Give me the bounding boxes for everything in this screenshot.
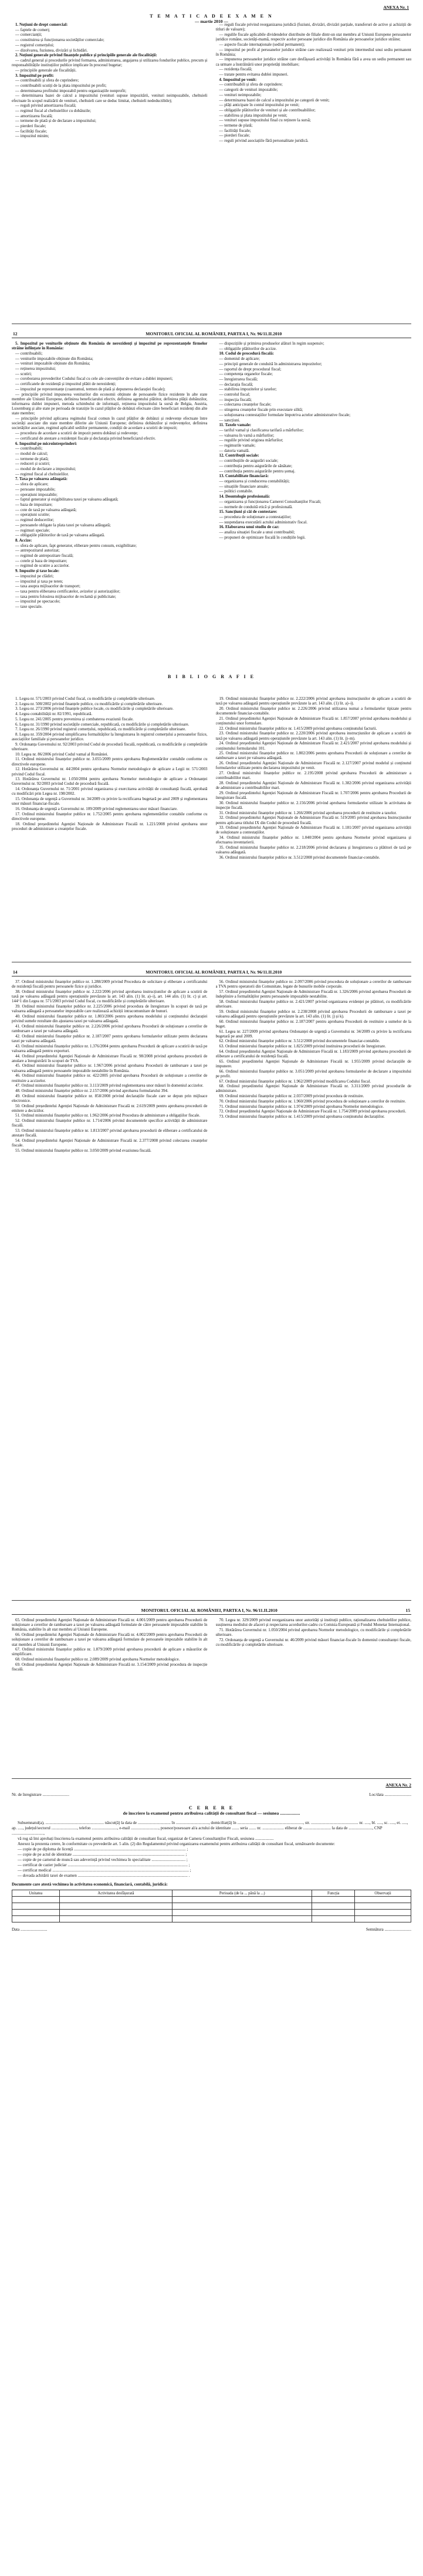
section-heading: 7. Taxa pe valoarea adăugată: xyxy=(15,477,68,482)
list-item: 71. Hotărârea Guvernului nr. 1.050/2004 privind aprobarea Normelor metodologice, cu modificările și completările ulterioare. xyxy=(215,1627,411,1638)
list-item: 1. Legea nr. 571/2003 privind Codul fiscal, cu modificările și completările ulterioare. xyxy=(15,696,155,701)
form-footer xyxy=(12,1927,411,1932)
list-item: — inspecția fiscală; xyxy=(219,397,252,402)
section-heading: 1. Noțiuni de drept comercial: xyxy=(15,22,68,27)
list-item: — valoarea în vamă a mărfurilor; xyxy=(219,433,275,438)
anexa-label: ANEXA Nr. 2 xyxy=(385,1782,411,1788)
page-2 xyxy=(12,326,411,959)
list-item: — sancțiuni. xyxy=(219,417,241,423)
section-heading: 11. Taxele vamale: xyxy=(219,423,252,428)
list-item: 58. Ordinul ministrului finanțelor publice nr. 2.421/2007 privind organizarea evidenței pe plătitori, cu modificările ulterioare. xyxy=(215,999,411,1009)
list-item: 22. Ordinul ministrului finanțelor publice nr. 1.415/2009 privind aprobarea conținutului facturii. xyxy=(219,726,377,731)
list-item: 17. Ordinul ministrului finanțelor publice nr. 1.752/2005 pentru aprobarea reglementărilor contabile conforme cu directivele europene. xyxy=(12,811,208,821)
table-header-cell: Perioada (de la ... până la ...) xyxy=(172,1890,312,1897)
form-header xyxy=(12,1792,411,1797)
list-item: 73. Ordinul ministrului finanțelor publice nr. 1.415/2009 privind aprobarea conținutului declarațiilor. xyxy=(219,1114,385,1119)
form-line: — copie de pe carnetul de muncă sau adeverință privind vechimea în specialitate ................................. ; xyxy=(18,1857,188,1862)
list-item: — pierderi fiscale; xyxy=(15,124,46,129)
list-item: — propuneri de optimizare fiscală în condițiile legii. xyxy=(219,535,306,540)
list-item: — termene de plată; xyxy=(219,123,253,128)
column-left xyxy=(12,341,208,669)
application-form xyxy=(12,1778,411,1932)
list-item: — regimuri speciale; xyxy=(15,528,50,533)
list-item: 2. Legea nr. 500/2002 privind finanțele publice, cu modificările și completările ulterioare. xyxy=(15,701,163,706)
columns xyxy=(12,22,411,318)
list-item: 48. Ordinul ministrului finanțelor publice nr. 2.157/2006 privind aprobarea formularului 394. xyxy=(15,1088,168,1093)
list-item: — dispozițiile și primirea produselor alături în regim suspensiv; xyxy=(219,341,324,346)
list-item: — sfera de aplicare; xyxy=(15,482,49,487)
list-item: — obligațiile plătitorilor de accize. xyxy=(219,346,277,351)
list-item: — principiile privind aplicarea regimului fiscal comun în cazul plăților de dobânzi și redevențe efectuate între societăți asociate din state membre diferite ale Uniunii Europene; definirea dobânzilor și redevențelor, definirea societăților asociate, regimul aplicabil sediilor permanente, condiții de acordare a scutirii de impozit; xyxy=(12,416,208,431)
anexa-label: ANEXA Nr. 1 xyxy=(383,5,409,10)
section-heading: 16. Elaborarea unui studiu de caz: xyxy=(219,525,280,530)
form-line: Subsemnatul(a), ......................................................... născut(ă) la data de ................................ în ................................, domiciliat(ă) în ................................................................, str. .............................................. nr. ....., bl. ....., sc. ....., et. ....., ap. ....., județul/sectorul ........................., telefon ........................., e-mail ..........................., posesor/posesoare al/a actului de identitate ....... seria ....... nr. ..................... eliberat de ........................... la data de ......................., CNP ..............................., xyxy=(12,1820,408,1836)
list-item: 12. Hotărârea Guvernului nr. 44/2004 pentru aprobarea Normelor metodologice de aplicare a Legii nr. 571/2003 privind Codul fiscal. xyxy=(12,767,208,777)
list-item: 66. Ordinul ministrului finanțelor publice nr. 3.051/2009 privind aprobarea formularelor de declarare a impozitului pe profit. xyxy=(215,1068,411,1078)
list-item: — antrepozitarul autorizat; xyxy=(15,548,60,553)
table-row xyxy=(12,1916,411,1922)
list-item: 65. Ordinul președintelui Agenției Naționale de Administrare Fiscală nr. 1.955/2009 privind declarațiile de impunere. xyxy=(215,1059,411,1068)
list-item: 45. Ordinul ministrului finanțelor publice nr. 1.967/2006 privind aprobarea Procedurii de rambursare a taxei pe valoarea adăugată pentru persoanele impozabile nestabilite în România. xyxy=(12,1063,208,1073)
list-item: — certificatul de atestare a rezidenței fiscale și declarația privind beneficiarul efectiv. xyxy=(15,435,156,441)
list-item: — operațiuni impozabile; xyxy=(15,492,57,497)
list-item: — stabilirea impozitelor și taxelor; xyxy=(219,387,277,392)
bibliography-column-right xyxy=(216,696,412,972)
table-header-cell: Observații xyxy=(355,1890,411,1897)
column-right xyxy=(216,979,412,1595)
section-heading: 15. Sancțiuni și căi de contestare: xyxy=(219,509,278,515)
list-item: 69. Ordinul ministrului finanțelor publice nr. 2.037/2009 privind procedura de restituire. xyxy=(219,1094,364,1099)
list-item: — determinarea profitului impozabil pentru organizațiile nonprofit; xyxy=(15,88,127,93)
list-item: — facilități fiscale; xyxy=(219,128,251,133)
list-item: 43. Ordinul ministrului finanțelor publice nr. 1.376/2004 pentru aprobarea Procedurii de aplicare a scutirii de taxă pe valoarea adăugată pentru exporturi. xyxy=(12,1043,208,1053)
header-title: MONITORUL OFICIAL AL ROMÂNIEI, PARTEA I, Nr. 96/11.II.2010 xyxy=(141,1608,278,1613)
list-item: 34. Ordinul ministrului finanțelor publice nr. 1.040/2004 pentru aprobarea Normelor privind organizarea și efectuarea inventarierii. xyxy=(215,835,411,845)
table-cell xyxy=(312,1897,355,1903)
list-item: 72. Ordinul președintelui Agenției Naționale de Administrare Fiscală nr. 1.754/2009 privind aprobarea procedurii. xyxy=(219,1109,407,1114)
list-item: — faptele de comerț; xyxy=(15,27,50,32)
list-item: 37. Ordinul ministrului finanțelor publice nr. 1.288/2009 privind Procedura de solicitare și eliberare a certificatului de rezidență fiscală pentru persoanele fizice și juridice. xyxy=(12,979,208,989)
section-heading: 8. Accize: xyxy=(15,537,32,543)
list-item: — organizarea și funcționarea Camerei Consultanților Fiscali; xyxy=(219,499,322,504)
list-item: 70. Ordinul ministrului finanțelor publice nr. 1.960/2006 privind procedura de soluționare a cererilor de restituire. xyxy=(219,1098,406,1104)
list-item: — taxa pentru eliberarea certificatelor, avizelor și autorizațiilor; xyxy=(15,588,120,594)
section-heading: 5. Impozitul pe veniturile obținute din România de nerezidenți și impozitul pe reprezentanțele firmelor străine înființate în România: xyxy=(12,341,208,351)
form-line: — certificat de cazier judiciar ..................................................................................................................... ; xyxy=(18,1863,190,1867)
list-item: 56. Ordinul ministrului finanțelor publice nr. 2.097/2006 privind procedura de soluționare a cererilor de rambursare a TVA pentru operatorii din Comunitate, legate de bunurile mobile corporale. xyxy=(215,979,411,989)
list-item: — plăți anticipate în contul impozitului pe venit; xyxy=(219,103,300,108)
list-item: — contribuția pentru asigurările de sănătate; xyxy=(219,463,293,468)
page-title: T E M A T I C A D E E X A M E N xyxy=(150,13,273,19)
list-item: — regulile fiscale aplicabile dividendelor distribuite de filiale dintr-un stat membru al Uniunii Europene persoanelor juridice române, societăți-mamă, respectiv acelor persoane juridice din România ale persoanelor juridice străine; xyxy=(215,32,411,42)
column-right xyxy=(216,1618,412,1764)
list-item: 60. Ordinul ministrului finanțelor publice nr. 2.187/2007 pentru aprobarea Procedurii de restituire a sumelor de la buget. xyxy=(215,1019,411,1029)
section-heading: 4. Impozitul pe venit: xyxy=(219,77,257,82)
list-item: — baza de impozitare; xyxy=(15,502,53,507)
column-left xyxy=(12,22,208,318)
list-item: — regimul de scutire a accizelor. xyxy=(15,563,70,569)
list-item: — scutiri; xyxy=(15,371,32,376)
list-item: — categorii de venituri impozabile; xyxy=(219,87,278,93)
list-item: — suspendarea executării actului administrativ fiscal. xyxy=(219,519,307,525)
list-item: 10. Legea nr. 86/2006 privind Codul vamal al României. xyxy=(15,751,109,757)
list-item: — domeniul de aplicare; xyxy=(219,356,260,362)
table-cell xyxy=(59,1903,172,1910)
list-item: — colectarea creanțelor fiscale; xyxy=(219,402,272,407)
list-item: 41. Ordinul ministrului finanțelor publice nr. 2.226/2006 privind aprobarea Procedurii de soluționare a cererilor de rambursare a taxei pe valoarea adăugată. xyxy=(12,1023,208,1034)
list-item: 47. Ordinul ministrului finanțelor publice nr. 3.113/2009 privind reglementarea unor măsuri în domeniul accizelor. xyxy=(15,1083,204,1088)
list-item: 13. Hotărârea Guvernului nr. 1.050/2004 pentru aprobarea Normelor metodologice de aplicare a Ordonanței Guvernului nr. 92/2003 privind Codul de procedură fiscală. xyxy=(12,777,208,787)
list-item: 32. Ordinul președintelui Agenției Naționale de Administrare Fiscală nr. 519/2005 privind aprobarea Instrucțiunilor pentru aplicarea titlului IX din Codul de procedură fiscală. xyxy=(215,815,411,825)
table-cell xyxy=(172,1897,312,1903)
list-item: — persoanele obligate la plata taxei pe valoarea adăugată; xyxy=(15,522,111,528)
page-4 xyxy=(12,1602,411,2236)
list-item: 42. Ordinul ministrului finanțelor publice nr. 2.187/2007 pentru aprobarea formularelor utilizate pentru declararea taxei pe valoarea adăugată. xyxy=(12,1033,208,1043)
list-item: — persoane impozabile; xyxy=(15,486,56,492)
list-item: — reguli privind amortizarea fiscală; xyxy=(15,103,76,108)
form-line: — copie de pe actul de identitate ............................................................................................................. ; xyxy=(18,1852,187,1857)
list-item: — obligațiile plătitorilor de taxă pe valoarea adăugată. xyxy=(15,533,105,538)
table-row xyxy=(12,1897,411,1903)
list-item: — principiile generale ale fiscalității. xyxy=(15,67,77,73)
list-item: 8. Legea nr. 359/2004 privind simplificarea formalităților la înregistrarea în registrul comerțului a persoanelor fizice, asociațiilor familiale și persoanelor juridice. xyxy=(12,731,208,742)
section-heading: 2. Noțiuni generale privind finanțele publice și principiile generale ale fiscalității: xyxy=(15,53,157,58)
list-item: — stingerea creanțelor fiscale prin executare silită; xyxy=(219,407,303,413)
list-item: — cotele și baza de impozitare; xyxy=(15,558,67,563)
list-item: 36. Ordinul ministrului finanțelor publice nr. 3.512/2008 privind documentele financiar-contabile. xyxy=(219,855,380,860)
section-heading: 6. Impozitul pe microîntreprinderi: xyxy=(15,441,77,446)
list-item: — impozitul pe clădiri; xyxy=(15,573,54,579)
list-item: 26. Ordinul președintelui Agenției Naționale de Administrare Fiscală nr. 2.127/2007 privind modelul și conținutul formularelor utilizate pentru declararea impozitului pe venit. xyxy=(215,761,411,771)
bibliography-title: B I B L I O G R A F I E xyxy=(168,674,255,679)
list-item: 30. Ordinul ministrului finanțelor publice nr. 2.156/2006 privind aprobarea formularelor utilizate în activitatea de inspecție fiscală. xyxy=(215,800,411,810)
list-item: — politici contabile. xyxy=(219,489,253,494)
list-item: 69. Ordinul președintelui Agenției Naționale de Administrare Fiscală nr. 3.154/2009 privind procedura de inspecție fiscală. xyxy=(12,1662,208,1672)
list-item: — procedura de acordare a scutirii de impozit pentru dobânzi și redevențe; xyxy=(15,431,138,436)
list-item: — cadrul general și procedurile privind formarea, administrarea, angajarea și utilizarea fondurilor publice, precum și responsabilitățile instituțiilor publice implicate în procesul bugetar; xyxy=(12,57,208,68)
page-subtitle: — martie 2010 — xyxy=(195,19,228,24)
form-line: — copie de pe diploma de licență ............................................................................................................. ; xyxy=(18,1847,188,1852)
columns xyxy=(12,341,411,669)
list-item: 14. Ordonanța Guvernului nr. 71/2001 privind organizarea și exercitarea activității de consultanță fiscală, aprobată cu modificări prin Legea nr. 198/2002. xyxy=(12,787,208,797)
list-item: 31. Ordinul ministrului finanțelor publice nr. 1.266/2006 privind aprobarea procedurii de restituire a taxelor. xyxy=(219,810,397,815)
list-item: 55. Ordinul ministrului finanțelor publice nr. 3.050/2009 privind evaziunea fiscală. xyxy=(15,1148,151,1153)
list-item: 15. Ordonanța de urgență a Guvernului nr. 34/2009 cu privire la rectificarea bugetară pe anul 2009 și reglementarea unor măsuri financiar-fiscale. xyxy=(12,797,208,807)
list-item: — contribuabili; xyxy=(15,446,43,451)
list-item: — rezidența fiscală; xyxy=(219,67,252,72)
list-item: — venituri supuse impozitului final cu reținere la sursă; xyxy=(219,118,311,123)
header-title: MONITORUL OFICIAL AL ROMÂNIEI, PARTEA I, Nr. 96/11.II.2010 xyxy=(145,969,282,975)
list-item: 54. Ordinul președintelui Agenției Naționale de Administrare Fiscală nr. 2.377/2008 privind colectarea creanțelor fiscale. xyxy=(12,1138,208,1148)
list-item: 72. Ordonanța de urgență a Guvernului nr. 46/2009 privind măsuri financiar-fiscale în domeniul consultanței fiscale, cu modificările și completările ulterioare. xyxy=(215,1637,411,1648)
list-item: 11. Ordinul ministrului finanțelor publice nr. 3.055/2009 pentru aprobarea Reglementărilor contabile conforme cu directivele europene. xyxy=(12,757,208,767)
list-item: — modul de declarare a impozitului; xyxy=(15,467,76,472)
table-header-cell: Activitatea desfășurată xyxy=(59,1890,172,1897)
bibliography-section xyxy=(12,673,411,957)
list-item: — contribuabili; xyxy=(15,351,43,356)
list-item: 68. Ordinul președintelui Agenției Naționale de Administrare Fiscală nr. 3.311/2009 privind procedurile de administrare. xyxy=(215,1084,411,1094)
list-item: — cote de taxă pe valoarea adăugată; xyxy=(15,507,77,512)
table-header-row xyxy=(12,1890,411,1897)
list-item: 3. Legea nr. 273/2006 privind finanțele publice locale, cu modificările și completările ulterioare. xyxy=(15,706,174,712)
list-item: 50. Ordinul președintelui Agenției Naționale de Administrare Fiscală nr. 2.619/2009 pentru aprobarea procedurii de emitere a deciziilor. xyxy=(12,1103,208,1113)
list-item: 6. Legea nr. 31/1990 privind societățile comerciale, republicată, cu modificările și completările ulterioare. xyxy=(15,722,189,727)
list-item: — analiza situației fiscale a unui contribuabil; xyxy=(219,530,295,535)
list-item: — taxa pentru folosirea mijloacelor de reclamă și publicitate; xyxy=(15,594,116,599)
list-item: — înregistrarea fiscală; xyxy=(219,376,258,382)
list-item: — regimurile vamale; xyxy=(219,443,256,448)
experience-table xyxy=(12,1890,411,1922)
page-3 xyxy=(12,964,411,1598)
list-item: — facilități fiscale; xyxy=(15,128,48,134)
list-item: — constituirea și funcționarea societăților comerciale; xyxy=(15,38,104,43)
list-item: — venituri impozabile obținute din România; xyxy=(15,361,90,366)
form-subtitle: de înscriere la examenul pentru atribuirea calității de consultant fiscal — sesiunea .................. xyxy=(123,1811,300,1816)
list-item: 9. Ordonanța Guvernului nr. 92/2003 privind Codul de procedură fiscală, republicată, cu modificările și completările ulterioare. xyxy=(12,741,208,752)
list-item: — regimul fiscal al cheltuielilor cu dobânzile; xyxy=(15,108,92,113)
list-item: — certificatele de rezidență și impozitul plătit de nerezidenți; xyxy=(15,382,116,387)
table-cell xyxy=(172,1910,312,1916)
list-item: — impozitul minim; xyxy=(15,134,49,139)
list-item: — datoria vamală. xyxy=(219,448,250,453)
list-item: — tariful vamal și clasificarea tarifară a mărfurilor; xyxy=(219,427,304,433)
page-header xyxy=(12,326,411,338)
page-header xyxy=(12,1602,411,1615)
list-item: 70. Legea nr. 329/2009 privind reorganizarea unor autorități și instituții publice, raționalizarea cheltuielilor publice, susținerea mediului de afaceri și respectarea acordurilor-cadru cu Comisia Europeană și Fondul Monetar Internațional. xyxy=(215,1618,411,1628)
list-item: — stabilirea și plata impozitului pe venit; xyxy=(219,113,287,118)
form-line: Anexez la prezenta cerere, în conformitate cu prevederile art. 5 alin. (2) din Regulamentul privind organizarea examenului pentru atribuirea calității de consultant fiscal, următoarele documente: xyxy=(18,1842,335,1846)
header-title: MONITORUL OFICIAL AL ROMÂNIEI, PARTEA I, Nr. 96/11.II.2010 xyxy=(145,331,282,336)
list-item: — contribuabili și sfera de cuprindere; xyxy=(15,78,79,83)
columns xyxy=(12,1618,411,1764)
form-line: vă rog să îmi aprobați înscrierea la examenul pentru atribuirea calității de consultant fiscal, organizat de Camera Consultanților Fiscali, sesiunea .................. xyxy=(18,1836,274,1841)
table-cell xyxy=(12,1910,60,1916)
list-item: — comercianții; xyxy=(15,32,42,38)
list-item: — reguli fiscale privind reorganizarea juridică (fuziuni, divizări, divizări parțiale, transferuri de active și achiziții de titluri de valoare); xyxy=(215,22,411,32)
list-item: 59. Ordinul ministrului finanțelor publice nr. 2.238/2008 privind aprobarea Procedurii de rambursare a taxei pe valoarea adăugată pentru operațiunile prevăzute la art. 143 alin. (1) lit. j) și k). xyxy=(215,1009,411,1019)
list-item: 66. Ordinul președintelui Agenției Naționale de Administrare Fiscală nr. 4.002/2009 pentru aprobarea Procedurii de soluționare a cererilor de rambursare a taxei pe valoarea adăugată formulate de persoanele impozabile stabilite în alt stat membru al Uniunii Europene. xyxy=(12,1632,208,1647)
list-item: — coroborarea prevederilor Codului fiscal cu cele ale convențiilor de evitare a dublei impuneri; xyxy=(15,376,173,382)
form-body xyxy=(12,1820,411,1879)
list-item: 46. Ordinul ministrului finanțelor publice nr. 422/2005 privind aprobarea Procedurii de soluționare a cererilor de restituire a accizelor. xyxy=(12,1073,208,1083)
table-cell xyxy=(312,1910,355,1916)
list-item: — operațiuni scutite; xyxy=(15,512,50,518)
list-item: — termene de plată; xyxy=(15,456,49,461)
list-item: — termene de plată și de declarare a impozitului; xyxy=(15,118,96,124)
table-cell xyxy=(355,1910,411,1916)
list-item: — aspecte fiscale internaționale (sediul permanent); xyxy=(219,42,305,47)
list-item: 29. Ordinul președintelui Agenției Naționale de Administrare Fiscală nr. 1.707/2006 pentru aprobarea Procedurii de înregistrare fiscală. xyxy=(215,790,411,801)
list-item: — impozitul pe spectacole; xyxy=(15,599,60,604)
list-item: 49. Ordinul ministrului finanțelor publice nr. 858/2008 privind declarațiile fiscale care se depun prin mijloace electronice. xyxy=(12,1093,208,1103)
table-cell xyxy=(355,1903,411,1910)
list-item: 16. Ordonanța de urgență a Guvernului nr. 109/2009 privind reglementarea unor măsuri financiare. xyxy=(15,806,178,811)
columns xyxy=(12,979,411,1595)
table-header-cell: Funcția xyxy=(312,1890,355,1897)
list-item: 39. Ordinul ministrului finanțelor publice nr. 2.225/2006 privind procedura de înregistrare în scopuri de taxă pe valoarea adăugată a persoanelor impozabile care realizează achiziții intracomunitare de bunuri. xyxy=(12,1004,208,1014)
form-line: — dovada achitării taxei de examen ........................................................................................................... . xyxy=(18,1873,190,1878)
list-item: 28. Ordinul președintelui Agenției Naționale de Administrare Fiscală nr. 1.382/2006 privind organizarea activității de administrare a contribuabililor mari. xyxy=(215,780,411,791)
list-item: — contribuția pentru asigurările pentru șomaj. xyxy=(219,468,296,474)
list-item: 7. Legea nr. 26/1990 privind registrul comerțului, republicată, cu modificările și completările ulterioare. xyxy=(15,727,186,732)
list-item: — contribuabili scutiți de la plata impozitului pe profit; xyxy=(15,83,107,88)
list-item: 19. Ordinul ministrului finanțelor publice nr. 2.222/2006 privind aprobarea instrucțiunilor de aplicare a scutirii de taxă pe valoarea adăugată pentru operațiunile prevăzute la art. 143 alin. (1) lit. a)–i). xyxy=(215,696,411,706)
list-item: — determinarea bazei de calcul a impozitului pe categorii de venit; xyxy=(219,97,330,103)
list-item: 67. Ordinul ministrului finanțelor publice nr. 1.962/2009 privind modificarea Codului fiscal. xyxy=(219,1078,371,1084)
table-cell xyxy=(355,1916,411,1922)
table-cell xyxy=(12,1916,60,1922)
section-heading: 13. Contabilitate financiară: xyxy=(219,474,269,479)
list-item: — reduceri și scutiri; xyxy=(15,461,50,467)
list-item: 64. Ordinul președintelui Agenției Naționale de Administrare Fiscală nr. 1.183/2009 privind aprobarea procedurii de eliberare a certificatului de rezidență fiscală. xyxy=(215,1049,411,1059)
list-item: — impozitul pe profit al persoanelor juridice străine care realizează venituri prin intermediul unui sediu permanent în România; xyxy=(215,47,411,57)
list-item: — pierderi fiscale; xyxy=(219,133,250,138)
list-item: 18. Ordinul președintelui Agenției Naționale de Administrare Fiscală nr. 1.221/2008 privind aprobarea unor proceduri de administrare a creanțelor fiscale. xyxy=(12,821,208,831)
list-item: — sfera de aplicare, fapt generator, eliberare pentru consum, exigibilitate; xyxy=(15,543,137,548)
list-item: — faptul generator și exigibilitatea taxei pe valoarea adăugată; xyxy=(15,497,119,502)
list-item: — reguli privind asociațiile fără personalitate juridică. xyxy=(219,138,309,144)
table-cell xyxy=(172,1916,312,1922)
list-item: 53. Ordinul ministrului finanțelor publice nr. 1.813/2007 privind aprobarea procedurii de eliberare a certificatului de atestare fiscală. xyxy=(12,1128,208,1138)
page-number: 12 xyxy=(13,331,18,336)
bibliography-columns xyxy=(12,696,411,972)
list-item: 5. Legea nr. 241/2005 pentru prevenirea și combaterea evaziunii fiscale. xyxy=(15,716,134,722)
list-item: — regimul fiscal al cheltuielilor. xyxy=(15,471,69,477)
list-item: 21. Ordinul președintelui Agenției Naționale de Administrare Fiscală nr. 1.857/2007 privind aprobarea modelului și conținutului unor formulare. xyxy=(215,716,411,726)
list-item: 24. Ordinul președintelui Agenției Naționale de Administrare Fiscală nr. 2.421/2007 privind aprobarea modelului și conținutului formularului 101. xyxy=(215,741,411,751)
list-item: 4. Legea contabilității nr. 82/1991, republicată. xyxy=(15,712,93,717)
list-item: 25. Ordinul ministrului finanțelor publice nr. 1.802/2006 pentru aprobarea Procedurii de soluționare a cererilor de rambursare a taxei pe valoarea adăugată. xyxy=(215,751,411,761)
list-item: — taxe speciale. xyxy=(15,604,43,610)
list-item: 27. Ordinul ministrului finanțelor publice nr. 2.195/2008 privind aprobarea Procedurii de administrare a contribuabililor mari. xyxy=(215,771,411,781)
table-cell xyxy=(59,1897,172,1903)
list-item: — situațiile financiare anuale; xyxy=(219,484,269,489)
table-header-cell: Unitatea xyxy=(12,1890,60,1897)
section-heading: 3. Impozitul pe profit: xyxy=(15,73,54,78)
list-item: 20. Ordinul ministrului finanțelor publice nr. 2.226/2006 privind utilizarea numai a formularelor tipizate pentru documentele financiar-contabile. xyxy=(215,706,411,716)
list-item: — venituri neimpozabile; xyxy=(219,92,262,97)
list-item: — impozitul și taxa pe teren; xyxy=(15,579,63,584)
form-line: — certificat medical ..................................................................................................................................... ; xyxy=(18,1868,191,1873)
list-item: — reținerea impozitului; xyxy=(15,366,56,372)
list-item: — contribuabili și sfera de cuprindere; xyxy=(219,82,283,87)
list-item: — organizarea și conducerea contabilității; xyxy=(219,478,290,484)
list-item: — regimul de antrepozitare fiscală; xyxy=(15,553,74,559)
list-item: 38. Ordinul ministrului finanțelor publice nr. 2.222/2006 privind aprobarea instrucțiunilor de aplicare a scutirii de taxă pe valoarea adăugată pentru operațiunile prevăzute la art. 143 alin. (1) lit. a)–i), art. 144 alin. (1) lit. c) și art. 144^1 din Legea nr. 571/2003 privind Codul fiscal, cu modificările și completările ulterioare. xyxy=(12,989,208,1004)
list-item: — regimul deducerilor; xyxy=(15,518,55,523)
list-item: — principii generale de conduită în administrarea impozitelor; xyxy=(219,361,322,366)
list-item: 57. Ordinul președintelui Agenției Naționale de Administrare Fiscală nr. 1.326/2006 privind aprobarea Procedurii de îndeplinire a formalităților pentru persoanele impozabile nestabilite. xyxy=(215,989,411,999)
table-cell xyxy=(59,1910,172,1916)
list-item: 62. Ordinul ministrului finanțelor publice nr. 3.512/2008 privind documentele financiar-contabile. xyxy=(219,1039,380,1044)
list-item: — impozitul pe reprezentanțe (cuantumul, termen de plată și depunerea declarației fiscale); xyxy=(15,386,165,392)
date-field: Data .......................... xyxy=(12,1927,48,1932)
list-item: 61. Legea nr. 227/2009 privind aprobarea Ordonanței de urgență a Guvernului nr. 34/2009 cu privire la rectificarea bugetară pe anul 2009. xyxy=(215,1029,411,1039)
registration-number: Nr. de înregistrare .......................... xyxy=(12,1792,69,1797)
list-item: 40. Ordinul ministrului finanțelor publice nr. 1.803/2006 pentru aprobarea modelului și conținutului declarației privind sumele rezultate din ajustarea taxei pe valoarea adăugată. xyxy=(12,1013,208,1024)
list-item: — declarația fiscală; xyxy=(219,382,253,387)
form-title: C E R E R E xyxy=(188,1805,235,1811)
list-item: 35. Ordinul ministrului finanțelor publice nr. 2.218/2006 privind declararea și înregistrarea ca plătitori de taxă pe valoarea adăugată. xyxy=(215,845,411,855)
list-item: 63. Ordinul ministrului finanțelor publice nr. 1.825/2009 privind instituirea procedurii de înregistrare. xyxy=(219,1044,386,1049)
section-heading: 14. Deontologie profesională: xyxy=(219,494,270,499)
table-caption: Documente care atestă vechimea în activitatea economică, financiară, contabilă, juridică: xyxy=(12,1882,168,1887)
table-cell xyxy=(12,1897,60,1903)
list-item: — controlul fiscal; xyxy=(219,392,251,397)
table-cell xyxy=(172,1903,312,1910)
list-item: — tratate pentru evitarea dublei impuneri. xyxy=(219,72,289,77)
list-item: — raportul de drept procedural fiscal; xyxy=(219,366,282,372)
list-item: — determinarea bazei de calcul a impozitului (venituri supuse impozitării, venituri neimpozabile, cheltuieli efectuate în scopul realizării de venituri, cheltuieli care se deduc limitat, cheltuieli nedeductibile); xyxy=(12,93,208,103)
list-item: 65. Ordinul președintelui Agenției Naționale de Administrare Fiscală nr. 4.001/2009 pentru aprobarea Procedurii de soluționare a cererilor de rambursare a taxei pe valoarea adăugată formulate de către persoanele impozabile stabilite în România, stabilite în alt stat membru al Uniunii Europene. xyxy=(12,1618,208,1632)
page-1 xyxy=(12,5,411,321)
list-item: 71. Ordinul ministrului finanțelor publice nr. 1.974/2009 privind aprobarea Normelor metodologice. xyxy=(219,1104,384,1109)
column-right xyxy=(216,341,412,669)
list-item: — taxa asupra mijloacelor de transport; xyxy=(15,584,80,589)
list-item: — modul de calcul; xyxy=(15,451,48,456)
column-left xyxy=(12,979,208,1595)
list-item: 44. Ordinul președintelui Agenției Naționale de Administrare Fiscală nr. 98/2008 privind aprobarea procedurii de anulare a înregistrării în scopuri de TVA. xyxy=(12,1053,208,1063)
list-item: 52. Ordinul ministrului finanțelor publice nr. 1.714/2006 privind documentele specifice activității de administrare fiscală. xyxy=(12,1118,208,1128)
page-header xyxy=(12,964,411,976)
list-item: — principiile privind impunerea veniturilor din economii obținute de persoanele fizice rezidente în alte state membre ale Uniunii Europene, definirea beneficiarului efectiv, definirea agentului plătitor, definirea plății dobânzilor, informarea dublei impuneri, metoda schimbului de informații, reținerea impozitului la sursă de Belgia, Austria, Luxemburg și alte state pe perioada de tranziție în cazul plăților de dobânzi efectuate către beneficiari rezidenți din alte state membre; xyxy=(12,392,208,416)
section-heading: 9. Impozite și taxe locale: xyxy=(15,569,60,574)
list-item: 51. Ordinul ministrului finanțelor publice nr. 1.962/2006 privind Procedura de administrare a obligațiilor fiscale. xyxy=(15,1113,201,1118)
list-item: — veniturile impozabile obținute din România; xyxy=(15,356,93,361)
list-item: — obligațiile plătitorilor de venituri și ale contribuabililor; xyxy=(219,107,316,113)
list-item: — soluționarea contestațiilor formulate împotriva actelor administrative fiscale; xyxy=(219,412,351,417)
list-item: — amortizarea fiscală; xyxy=(15,113,53,118)
section-heading: 12. Contribuții sociale: xyxy=(219,453,259,458)
page-number-right: 15 xyxy=(405,1608,410,1613)
list-item: 67. Ordinul ministrului finanțelor publice nr. 1.879/2009 privind aprobarea procedurii de aplicare a măsurilor de simplificare. xyxy=(12,1647,208,1657)
signature-field: Semnătura .......................... xyxy=(366,1927,411,1932)
table-row xyxy=(12,1910,411,1916)
list-item: — registrul comerțului; xyxy=(15,42,55,47)
list-item: — impunerea persoanelor juridice străine care desfășoară activități în România fără a avea un sediu permanent sau ca urmare a înstrăinării unor proprietăți imobiliare; xyxy=(215,57,411,67)
list-item: 68. Ordinul ministrului finanțelor publice nr. 2.089/2009 privind aprobarea Normelor metodologice. xyxy=(15,1657,180,1662)
list-item: — procedura de soluționare a contestațiilor; xyxy=(219,514,292,519)
list-item: — normele de conduită etică și profesională. xyxy=(219,504,293,509)
column-left xyxy=(12,1618,208,1764)
table-cell xyxy=(355,1897,411,1903)
table-row xyxy=(12,1903,411,1910)
list-item: — contribuțiile de asigurări sociale; xyxy=(219,458,279,464)
column-right xyxy=(216,22,412,318)
list-item: — competența organelor fiscale; xyxy=(219,372,273,377)
page-separator xyxy=(12,1600,411,1601)
bibliography-column-left xyxy=(12,696,208,972)
page-number: 14 xyxy=(13,969,18,975)
table-cell xyxy=(312,1903,355,1910)
list-item: — dizolvarea, fuziunea, divizări și lichidări. xyxy=(15,47,88,53)
list-item: — regulile privind originea mărfurilor; xyxy=(219,438,283,443)
list-item: 23. Ordinul ministrului finanțelor publice nr. 2.220/2006 privind aprobarea instrucțiunilor de aplicare a scutirii de taxă pe valoarea adăugată pentru operațiunile prevăzute la art. 143 alin. (1) lit. j)–m). xyxy=(215,731,411,741)
place-date: Loc/data .......................... xyxy=(369,1792,411,1797)
table-cell xyxy=(59,1916,172,1922)
table-cell xyxy=(12,1903,60,1910)
table-cell xyxy=(312,1916,355,1922)
section-heading: 10. Codul de procedură fiscală: xyxy=(219,351,274,356)
list-item: 33. Ordinul președintelui Agenției Naționale de Administrare Fiscală nr. 1.181/2007 privind organizarea activității de soluționare a contestațiilor. xyxy=(215,825,411,835)
